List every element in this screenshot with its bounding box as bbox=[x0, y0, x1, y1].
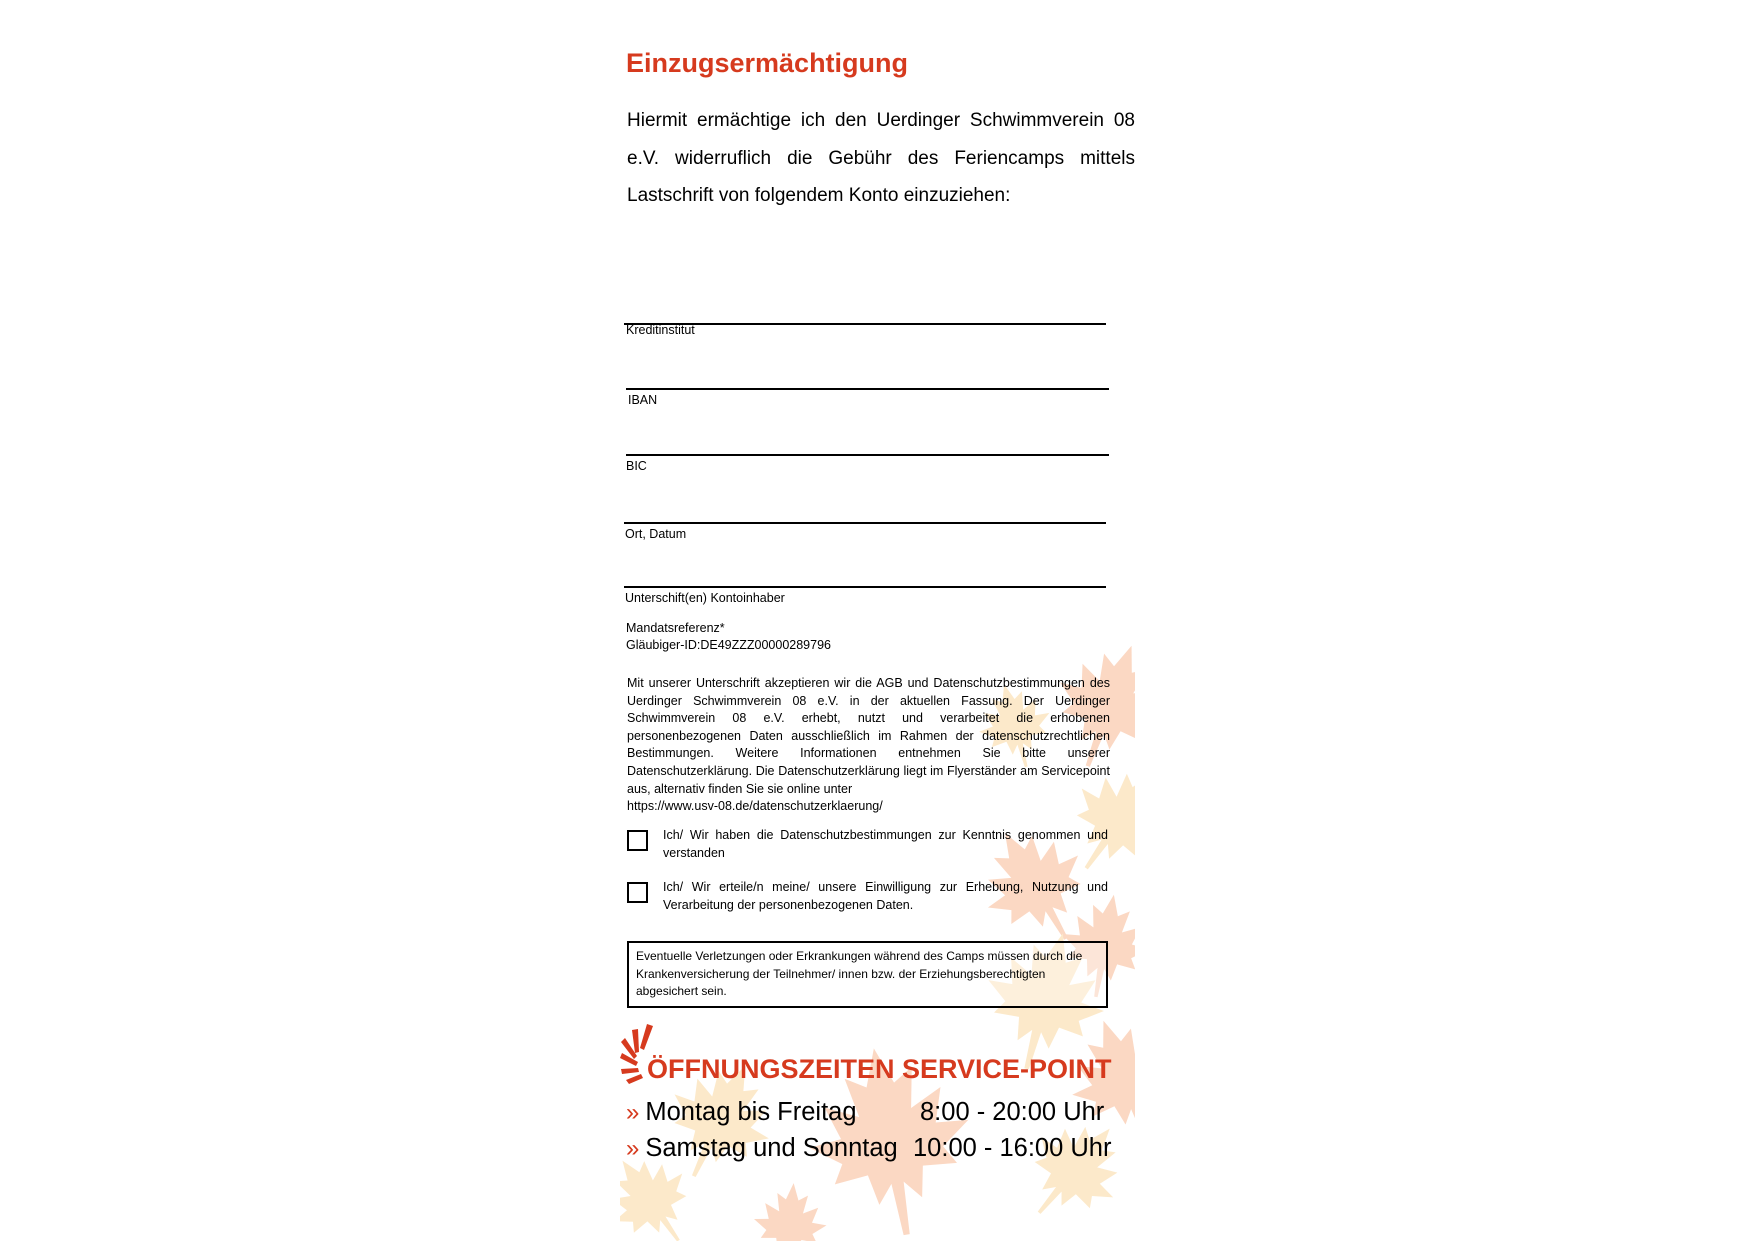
hours-time: 10:00 - 16:00 Uhr bbox=[913, 1134, 1112, 1162]
data-consent-label: Ich/ Wir erteile/n meine/ unsere Einwilligung zur Erhebung, Nutzung und Verarbeitung der personenbezogenen Daten. bbox=[663, 880, 1108, 912]
privacy-acknowledged-checkbox[interactable] bbox=[627, 830, 648, 851]
kreditinstitut-label: Kreditinstitut bbox=[626, 323, 695, 337]
intro-text: Hiermit ermächtige ich den Uerdinger Schwimmverein 08 e.V. widerruflich die Gebühr des Feriencamps mittels Lastschrift von folgendem Konto einzuziehen: bbox=[627, 110, 1135, 206]
ort-datum-field-line[interactable] bbox=[624, 522, 1106, 524]
hours-days: Montag bis Freitag bbox=[645, 1098, 857, 1126]
data-consent-checkbox[interactable] bbox=[627, 882, 648, 903]
consent-text bbox=[627, 675, 1110, 816]
hours-row-weekdays bbox=[626, 1098, 1105, 1127]
consent-body: Mit unserer Unterschrift akzeptieren wir die AGB und Datenschutzbestimmungen des Uerdinger Schwimmverein 08 e.V. in der aktuellen Fassung. Der Uerdinger Schwimmverein 08 e.V. erhebt, nutzt und verarbeitet die erhobenen personenbezogenen Daten ausschließlich im Rahmen der datenschutzrechtlichen Bestimmungen. Weitere Informationen entnehmen Sie bitte unserer Datenschutzerklärung. Die Datenschutzerklärung liegt im Flyerständer am Servicepoint aus, alternativ finden Sie sie online unter bbox=[627, 676, 1110, 796]
form-content bbox=[620, 0, 1135, 1241]
hours-time: 8:00 - 20:00 Uhr bbox=[920, 1098, 1105, 1126]
chevron-right-icon: » bbox=[626, 1135, 640, 1162]
privacy-url-link[interactable]: https://www.usv-08.de/datenschutzerklaerung/ bbox=[627, 799, 883, 814]
hours-row-weekend bbox=[626, 1134, 1112, 1163]
page-title: Einzugsermächtigung bbox=[626, 48, 909, 78]
chevron-right-icon: » bbox=[626, 1099, 640, 1126]
creditor-id: Gläubiger-ID:DE49ZZZ00000289796 bbox=[626, 638, 831, 652]
insurance-notice-box bbox=[627, 941, 1108, 1008]
hours-days: Samstag und Sonntag bbox=[645, 1134, 898, 1162]
iban-label: IBAN bbox=[628, 393, 658, 407]
privacy-acknowledged-label: Ich/ Wir haben die Datenschutzbestimmungen zur Kenntnis genommen und verstanden bbox=[663, 828, 1108, 860]
bic-label: BIC bbox=[626, 459, 647, 473]
signature-field-line[interactable] bbox=[624, 586, 1106, 588]
signature-label: Unterschift(en) Kontoinhaber bbox=[625, 591, 785, 605]
form-page bbox=[620, 0, 1135, 1241]
mandate-reference: Mandatsreferenz* bbox=[626, 621, 725, 635]
bic-field-line[interactable] bbox=[626, 454, 1109, 456]
ort-datum-label: Ort, Datum bbox=[625, 527, 687, 541]
kreditinstitut-field-line[interactable] bbox=[624, 323, 1106, 325]
iban-field-line[interactable] bbox=[626, 388, 1109, 390]
insurance-notice-text: Eventuelle Verletzungen oder Erkrankungen während des Camps müssen durch die Krankenversicherung der Teilnehmer/ innen bzw. der Erziehungsberechtigten abgesichert sein. bbox=[636, 949, 1083, 998]
opening-hours-title: ÖFFNUNGSZEITEN SERVICE-POINT bbox=[647, 1054, 1112, 1084]
